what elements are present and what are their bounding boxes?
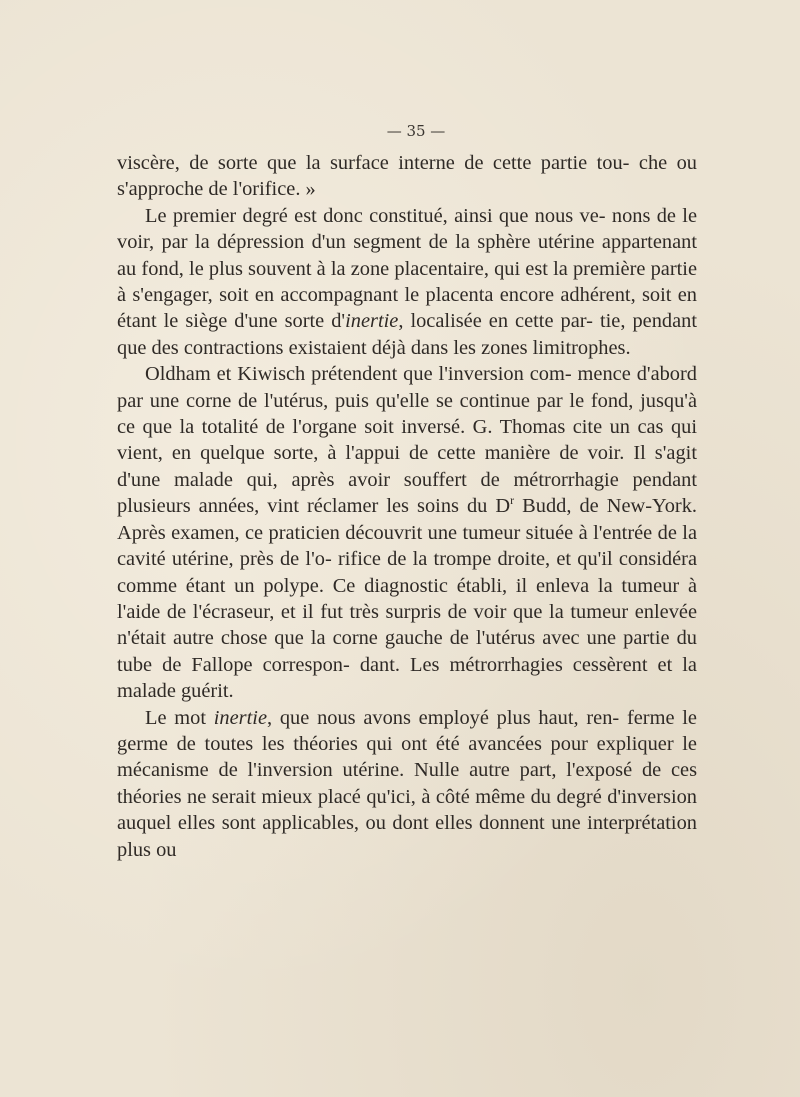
paragraph-3-before: Oldham et Kiwisch prétendent que l'inversion com- mence d'abord par une corne de l'utérus, puis qu'elle se continue par le fond, jusqu'à ce que la totalité de l'organe soit inversé. G. Thomas cite un cas qui vient, en quelque sorte, à l'appui de cette manière de voir. Il s'agit d'une malade qui, après avoir souffert de métrorrhagie pendant plusieurs années, vint réclamer les soins du D: [117, 363, 697, 518]
paragraph-4-before: Le mot: [145, 706, 214, 729]
paragraph-4: [117, 705, 697, 863]
paragraph-2-before: Le premier degré est donc constitué, ainsi que nous ve- nons de le voir, par la dépression d'un segment de la sphère utérine appartenant au fond, le plus souvent à la zone placentaire, qui est la première partie à s'engager, soit en accompagnant le placenta encore adhérent, soit en étant le siège d'une sorte d': [117, 204, 697, 333]
page-number: — 35 —: [386, 122, 446, 140]
body-text: [117, 150, 697, 863]
paragraph-3: [117, 361, 697, 704]
paragraph-2-italic: inertie: [345, 310, 399, 333]
paragraph-4-italic: inertie: [213, 706, 267, 729]
paragraph-1-text: viscère, de sorte que la surface interne de cette partie tou- che ou s'approche de l'orifice. »: [117, 152, 697, 201]
paragraph-3-superscript: r: [510, 493, 515, 508]
paragraph-2: [117, 203, 697, 361]
paragraph-4-after: , que nous avons employé plus haut, ren- ferme le germe de toutes les théories qui ont été avancées pour expliquer le mécanisme de l'inversion utérine. Nulle autre part, l'exposé de ces théories ne serait mieux placé qu'ici, à côté même du degré d'inversion auquel elles sont applicables, ou dont elles donnent une interprétation plus ou: [117, 706, 697, 861]
paragraph-3-after: Budd, de New-York. Après examen, ce praticien découvrit une tumeur située à l'entrée de la cavité utérine, près de l'o- rifice de la trompe droite, et qu'il considéra comme étant un polype. Ce diagnostic établi, il enleva la tumeur à l'aide de l'écraseur, et il fut très surpris de voir que la tumeur enlevée n'était autre chose que la corne gauche de l'utérus avec une partie du tube de Fallope correspon- dant. Les métrorrhagies cessèrent et la malade guérit.: [117, 495, 698, 703]
paragraph-2-after: , localisée en cette par- tie, pendant que des contractions existaient déjà dans les zones limitrophes.: [117, 310, 697, 359]
paragraph-1: [117, 150, 697, 203]
